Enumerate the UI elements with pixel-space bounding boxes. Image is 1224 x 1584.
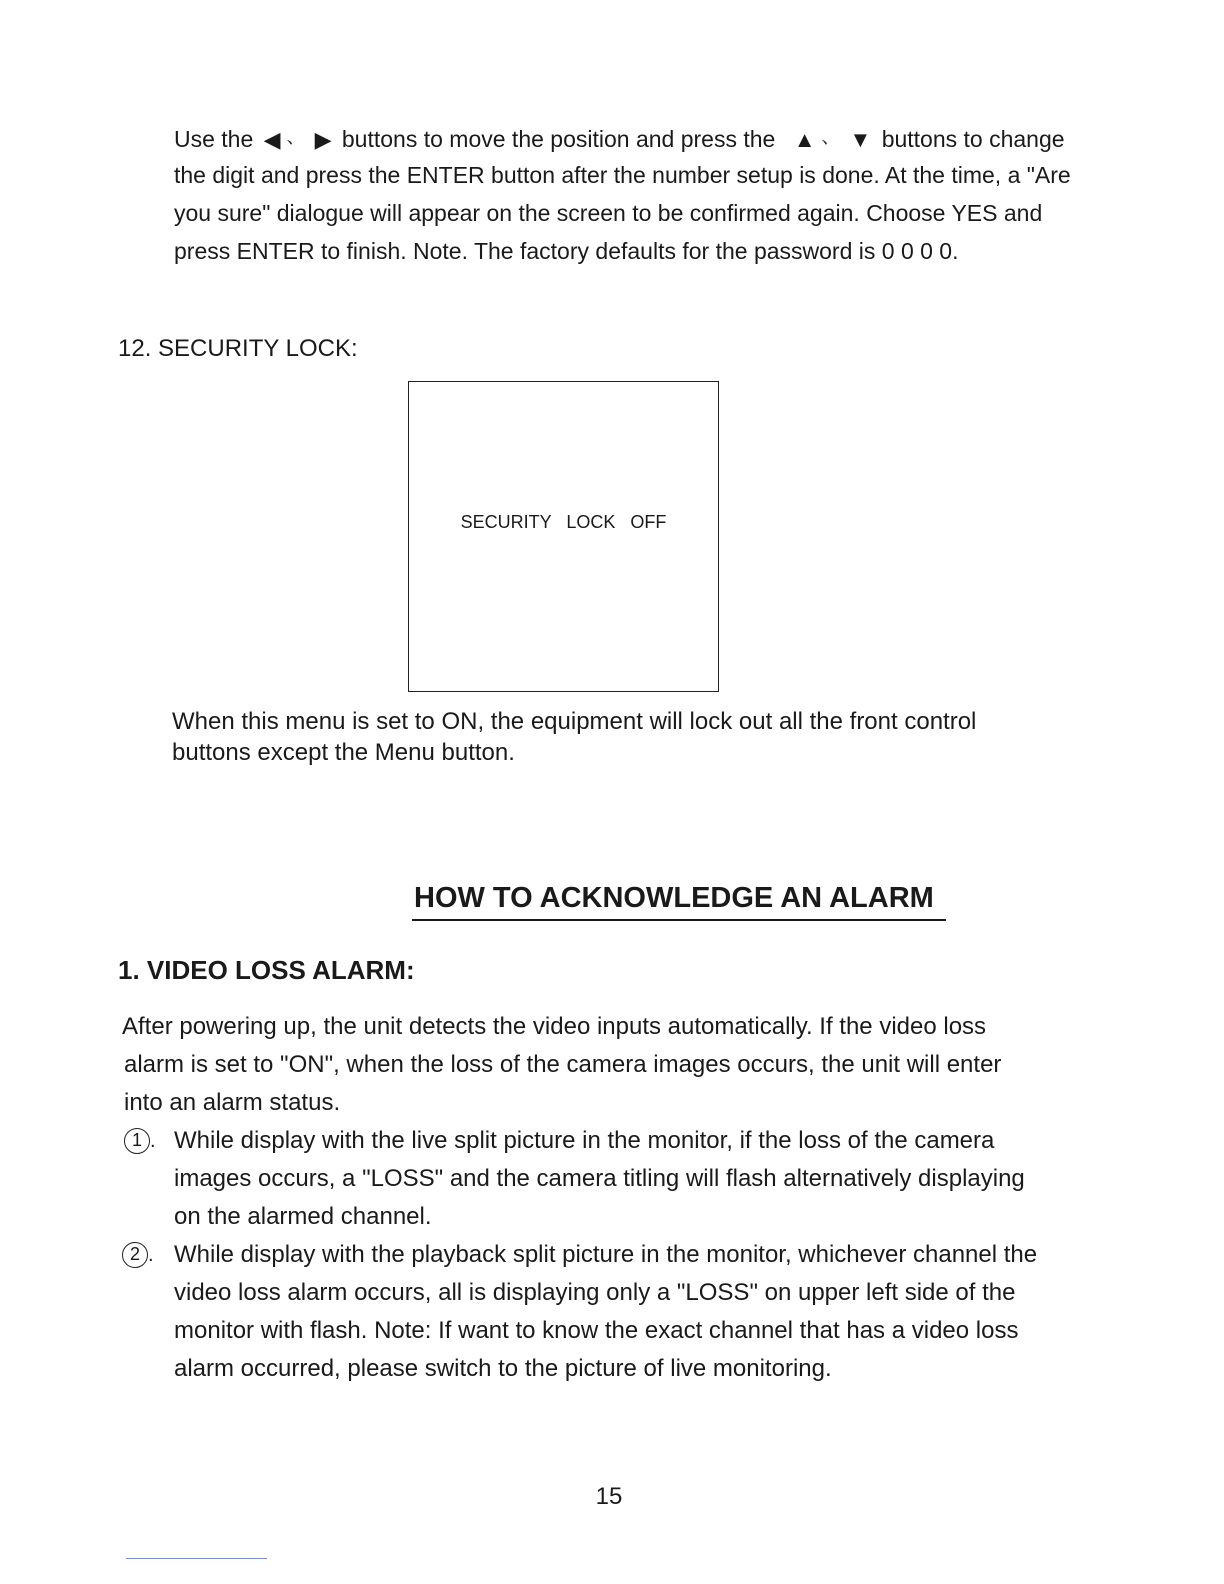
intro-line-3: you sure" dialogue will appear on the screen to be confirmed again. Choose YES and xyxy=(174,200,1043,226)
separator: 、 xyxy=(286,127,305,147)
intro-line-2: the digit and press the ENTER button after the number setup is done. At the time, a "Are xyxy=(174,162,1071,188)
item-2-line-2: video loss alarm occurs, all is displaying only a "LOSS" on upper left side of the xyxy=(174,1279,1016,1306)
security-lock-heading: 12. SECURITY LOCK: xyxy=(118,335,358,362)
alarm-para-1: After powering up, the unit detects the video inputs automatically. If the video loss xyxy=(122,1013,987,1040)
osd-menu-text: SECURITY LOCK OFF xyxy=(460,512,667,532)
alarm-section-title: HOW TO ACKNOWLEDGE AN ALARM xyxy=(414,882,934,914)
item-1-line-1: While display with the live split picture in the monitor, if the loss of the camera xyxy=(174,1127,995,1154)
up-arrow-icon: ▲ xyxy=(793,127,816,152)
item-2-marker: 2 . xyxy=(122,1242,154,1268)
intro-text: Use the xyxy=(174,126,254,152)
right-arrow-icon: ▶ xyxy=(314,127,332,152)
video-loss-heading: 1. VIDEO LOSS ALARM: xyxy=(118,955,415,985)
alarm-para-2: alarm is set to "ON", when the loss of the camera images occurs, the unit will enter xyxy=(124,1051,1002,1078)
security-lock-desc-1: When this menu is set to ON, the equipment will lock out all the front control xyxy=(172,708,977,735)
security-lock-desc-2: buttons except the Menu button. xyxy=(172,739,515,766)
intro-line-1 xyxy=(174,118,1065,159)
alarm-para-3: into an alarm status. xyxy=(124,1089,341,1116)
circled-number-icon: 1 xyxy=(124,1128,150,1154)
left-arrow-icon: ◀ xyxy=(263,127,281,152)
footer-rule xyxy=(126,1558,267,1559)
item-2-line-1: While display with the playback split picture in the monitor, whichever channel the xyxy=(174,1241,1038,1268)
item-1-marker: 1 . xyxy=(124,1128,156,1154)
intro-line-4: press ENTER to finish. Note. The factory defaults for the password is 0 0 0 0. xyxy=(174,238,959,264)
osd-screen xyxy=(408,381,719,692)
item-1-line-2: images occurs, a "LOSS" and the camera titling will flash alternatively displaying xyxy=(174,1165,1025,1192)
page-number: 15 xyxy=(595,1483,623,1510)
intro-text: buttons to move the position and press the xyxy=(341,126,776,152)
title-underline xyxy=(412,919,946,921)
intro-text: buttons to change xyxy=(881,126,1065,152)
circled-number-icon: 2 xyxy=(122,1242,148,1268)
item-2-line-3: monitor with flash. Note: If want to know the exact channel that has a video loss xyxy=(174,1317,1019,1344)
down-arrow-icon: ▼ xyxy=(849,127,872,152)
item-1-line-3: on the alarmed channel. xyxy=(174,1203,432,1230)
item-2-line-4: alarm occurred, please switch to the picture of live monitoring. xyxy=(174,1355,832,1382)
separator: 、 xyxy=(821,127,840,147)
